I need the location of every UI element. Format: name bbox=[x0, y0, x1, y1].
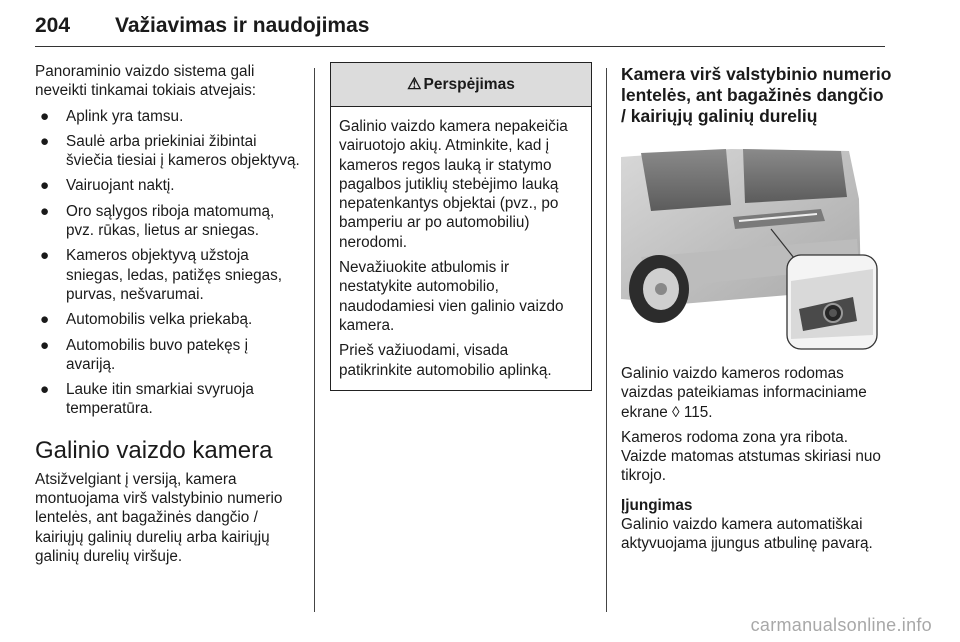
list-item-text: Aplink yra tamsu. bbox=[66, 107, 184, 125]
rear-camera-illustration bbox=[621, 139, 879, 354]
activation-heading: Įjungimas bbox=[621, 496, 693, 514]
list-item bbox=[35, 380, 300, 419]
warning-body bbox=[331, 107, 591, 390]
list-item bbox=[35, 310, 300, 329]
list-item bbox=[35, 132, 300, 171]
middle-column bbox=[330, 62, 592, 391]
list-item-text: Vairuojant naktį. bbox=[66, 177, 175, 195]
running-title: Važiavimas ir naudojimas bbox=[115, 14, 370, 37]
section-text: Atsižvelgiant į versiją, kamera montuojama virš valstybinio numerio lentelės, ant bagažinės dangčio / kairiųjų galinių durelių arba kairiųjų galinių durelių viršuje. bbox=[35, 470, 283, 565]
subsection-heading: Kamera virš valstybinio numerio lentelės, ant bagažinės dangčio / kairiųjų galinių durelių bbox=[621, 64, 892, 126]
list-item-text: Lauke itin smarkiai svyruoja temperatūra. bbox=[66, 381, 254, 418]
warning-header bbox=[331, 63, 591, 107]
page-reference: 115. bbox=[683, 403, 713, 421]
bullet-icon: ● bbox=[40, 177, 50, 195]
section-heading: Galinio vaizdo kamera bbox=[35, 436, 273, 464]
page-header bbox=[35, 0, 885, 48]
page-number: 204 bbox=[35, 14, 71, 37]
bullet-icon: ● bbox=[40, 107, 50, 125]
bullet-icon: ● bbox=[40, 311, 50, 329]
info-paragraph bbox=[621, 364, 893, 422]
right-column bbox=[621, 62, 893, 559]
list-item-text: Oro sąlygos riboja matomumą, pvz. rūkas, lietus ar sniegas. bbox=[66, 202, 275, 240]
bullet-icon: ● bbox=[40, 132, 50, 150]
warning-paragraph: Nevažiuokite atbulomis ir nestatykite automobilio, naudodamiesi vien galinio vaizdo kamera. bbox=[339, 259, 564, 334]
warning-triangle-icon: ⚠ bbox=[407, 75, 422, 93]
warning-paragraph: Prieš važiuodami, visada patikrinkite automobilio aplinką. bbox=[339, 342, 552, 379]
list-item bbox=[35, 246, 300, 304]
warning-title: Perspėjimas bbox=[423, 75, 515, 93]
watermark: carmanualsonline.info bbox=[750, 615, 932, 635]
list-item bbox=[35, 202, 300, 241]
list-item bbox=[35, 336, 300, 375]
bullet-icon: ● bbox=[40, 336, 50, 354]
conditions-list bbox=[35, 107, 300, 419]
bullet-icon: ● bbox=[40, 381, 50, 399]
column-divider bbox=[314, 68, 315, 612]
bullet-icon: ● bbox=[40, 247, 50, 265]
list-item-text: Automobilis buvo patekęs į avariją. bbox=[66, 336, 248, 373]
info-text: Galinio vaizdo kameros rodomas vaizdas pateikiamas informaciniame ekrane bbox=[621, 365, 867, 421]
list-item-text: Kameros objektyvą užstoja sniegas, ledas, patižęs sniegas, purvas, nešvarumai. bbox=[66, 247, 282, 303]
left-column bbox=[35, 62, 300, 572]
header-rule bbox=[35, 46, 885, 47]
list-item bbox=[35, 176, 300, 195]
column-divider bbox=[606, 68, 607, 612]
page-reference-icon: ◊ bbox=[672, 403, 680, 421]
intro-text: Panoraminio vaizdo sistema gali neveikti tinkamai tokiais atvejais: bbox=[35, 63, 257, 100]
warning-paragraph: Galinio vaizdo kamera nepakeičia vairuotojo akių. Atminkite, kad į kameros regos lauką ir statymo pagalbos jutiklių stebėjimo lauką nepatenkantys objektai (pvz., po bamperiu ar po automobiliu) nerodomi. bbox=[339, 118, 568, 251]
list-item bbox=[35, 107, 300, 126]
list-item-text: Automobilis velka priekabą. bbox=[66, 311, 253, 329]
limit-paragraph: Kameros rodoma zona yra ribota. Vaizde matomas atstumas skiriasi nuo tikrojo. bbox=[621, 428, 881, 485]
warning-box bbox=[330, 62, 592, 391]
bullet-icon: ● bbox=[40, 202, 50, 220]
list-item-text: Saulė arba priekiniai žibintai šviečia tiesiai į kameros objektyvą. bbox=[66, 132, 300, 170]
activation-text: Galinio vaizdo kamera automatiškai aktyvuojama įjungus atbulinę pavarą. bbox=[621, 515, 873, 553]
